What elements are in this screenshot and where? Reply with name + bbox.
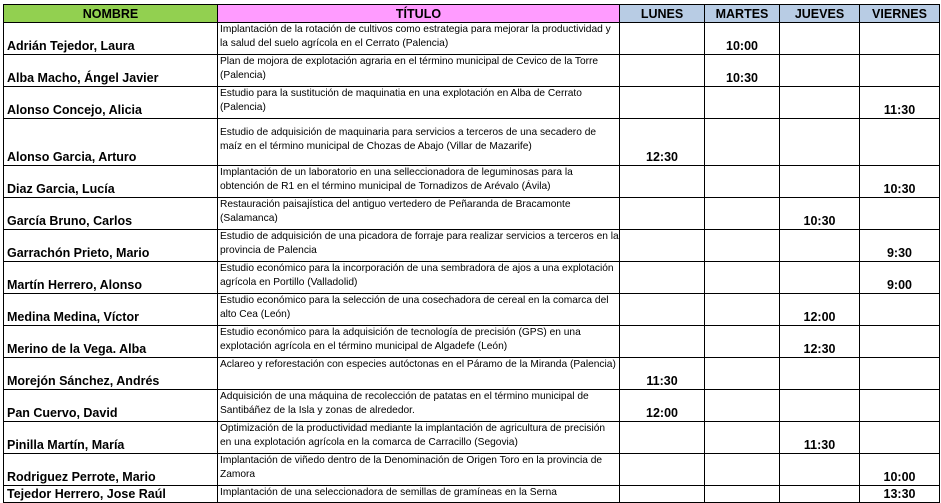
table-row [4, 454, 940, 486]
lunes-cell: 12:00 [620, 390, 705, 422]
jueves-cell: 11:30 [780, 422, 860, 454]
lunes-cell [620, 262, 705, 294]
lunes-cell: 11:30 [620, 358, 705, 390]
jueves-cell [780, 358, 860, 390]
nombre-cell: Adrián Tejedor, Laura [4, 23, 218, 55]
titulo-cell [218, 230, 620, 262]
titulo-text: Estudio de adquisición de una picadora de forraje para realizar servicios a terceros en la provincia de Palencia [220, 231, 619, 256]
header-titulo: TÍTULO [218, 5, 620, 23]
nombre-cell: Garrachón Prieto, Mario [4, 230, 218, 262]
lunes-cell [620, 454, 705, 486]
martes-cell [705, 358, 780, 390]
viernes-cell [860, 119, 940, 166]
titulo-text: Implantación de viñedo dentro de la Denominación de Origen Toro en la provincia de Zamora [220, 455, 603, 480]
martes-cell [705, 119, 780, 166]
jueves-cell: 10:30 [780, 198, 860, 230]
titulo-text: Aclareo y reforestación con especies autóctonas en el Páramo de la Miranda (Palencia) [220, 359, 616, 370]
titulo-cell [218, 198, 620, 230]
lunes-cell [620, 198, 705, 230]
titulo-cell [218, 262, 620, 294]
nombre-cell: Alonso Garcia, Arturo [4, 119, 218, 166]
table-row [4, 294, 940, 326]
lunes-cell [620, 326, 705, 358]
nombre-cell: Merino de la Vega. Alba [4, 326, 218, 358]
header-viernes: VIERNES [860, 5, 940, 23]
titulo-text: Estudio económico para la selección de una cosechadora de cereal en la comarca del alto Cea (León) [220, 295, 609, 320]
titulo-text: Estudio económico para la incorporación de una sembradora de ajos a una explotación agrícola en Portillo (Valladolid) [220, 263, 614, 288]
table-row [4, 87, 940, 119]
lunes-cell [620, 422, 705, 454]
nombre-cell: Alonso Concejo, Alicia [4, 87, 218, 119]
titulo-text: Estudio para la sustitución de maquinatia en una explotación en Alba de Cerrato (Palencia) [220, 88, 582, 113]
titulo-text: Adquisición de una máquina de recolección de patatas en el término municipal de Santibáñez de la Isla y zonas de alrededor. [220, 391, 589, 416]
martes-cell [705, 390, 780, 422]
titulo-text: Optimización de la productividad mediante la implantación de agricultura de precisión en una explotación agrícola en la comarca de Carracillo (Segovia) [220, 423, 606, 448]
jueves-cell [780, 119, 860, 166]
viernes-cell: 10:00 [860, 454, 940, 486]
nombre-cell: Pinilla Martín, María [4, 422, 218, 454]
lunes-cell [620, 23, 705, 55]
header-nombre: NOMBRE [4, 5, 218, 23]
titulo-text: Restauración paisajística del antiguo vertedero de Peñaranda de Bracamonte (Salamanca) [220, 199, 571, 224]
titulo-cell [218, 358, 620, 390]
nombre-cell: Medina Medina, Víctor [4, 294, 218, 326]
header-lunes: LUNES [620, 5, 705, 23]
jueves-cell [780, 55, 860, 87]
martes-cell [705, 486, 780, 503]
nombre-cell: García Bruno, Carlos [4, 198, 218, 230]
martes-cell: 10:30 [705, 55, 780, 87]
jueves-cell [780, 262, 860, 294]
titulo-cell [218, 87, 620, 119]
jueves-cell [780, 230, 860, 262]
table-row [4, 486, 940, 503]
table-row [4, 55, 940, 87]
table-row [4, 326, 940, 358]
table-row [4, 23, 940, 55]
nombre-cell: Martín Herrero, Alonso [4, 262, 218, 294]
jueves-cell [780, 166, 860, 198]
titulo-cell [218, 326, 620, 358]
titulo-cell [218, 55, 620, 87]
titulo-text: Implantación de la rotación de cultivos como estrategia para mejorar la productividad y la salud del suelo agrícola en el Cerrato (Palencia) [220, 24, 611, 49]
lunes-cell [620, 294, 705, 326]
lunes-cell [620, 166, 705, 198]
titulo-text: Implantación de un laboratorio en una selleccionadora de leguminosas para la obtención de R1 en el término municipal de Tornadizos de Arévalo (Ávila) [220, 167, 573, 192]
martes-cell: 10:00 [705, 23, 780, 55]
titulo-cell [218, 454, 620, 486]
header-martes: MARTES [705, 5, 780, 23]
titulo-cell [218, 422, 620, 454]
titulo-cell [218, 390, 620, 422]
nombre-cell: Alba Macho, Ángel Javier [4, 55, 218, 87]
viernes-cell [860, 294, 940, 326]
viernes-cell [860, 198, 940, 230]
table-row [4, 358, 940, 390]
lunes-cell: 12:30 [620, 119, 705, 166]
titulo-text: Estudio de adquisición de maquinaria para servicios a terceros de una secadero de maíz en el término municipal de Chozas de Abajo (Villar de Mazarife) [220, 127, 597, 152]
lunes-cell [620, 55, 705, 87]
table-row [4, 119, 940, 166]
titulo-cell [218, 119, 620, 166]
titulo-text: Implantación de una seleccionadora de semillas de gramíneas en la Serna [220, 487, 557, 498]
titulo-cell [218, 166, 620, 198]
martes-cell [705, 230, 780, 262]
viernes-cell [860, 358, 940, 390]
jueves-cell [780, 23, 860, 55]
titulo-text: Plan de mojora de explotación agraria en el término municipal de Cevico de la Torre (Palencia) [220, 56, 599, 81]
titulo-text: Estudio económico para la adquisición de tecnología de precisión (GPS) en una explotación agrícola en el término municipal de Algadefe (León) [220, 327, 581, 352]
viernes-cell: 9:30 [860, 230, 940, 262]
header-row [4, 5, 940, 23]
viernes-cell [860, 390, 940, 422]
titulo-cell [218, 23, 620, 55]
viernes-cell: 13:30 [860, 486, 940, 503]
table-row [4, 230, 940, 262]
table-row [4, 390, 940, 422]
nombre-cell: Diaz Garcia, Lucía [4, 166, 218, 198]
martes-cell [705, 198, 780, 230]
table-row [4, 166, 940, 198]
martes-cell [705, 422, 780, 454]
header-jueves: JUEVES [780, 5, 860, 23]
table-row [4, 262, 940, 294]
martes-cell [705, 326, 780, 358]
viernes-cell: 9:00 [860, 262, 940, 294]
titulo-cell [218, 486, 620, 503]
jueves-cell [780, 390, 860, 422]
viernes-cell [860, 55, 940, 87]
martes-cell [705, 87, 780, 119]
nombre-cell: Rodriguez Perrote, Mario [4, 454, 218, 486]
martes-cell [705, 294, 780, 326]
titulo-cell [218, 294, 620, 326]
viernes-cell: 10:30 [860, 166, 940, 198]
lunes-cell [620, 230, 705, 262]
viernes-cell [860, 422, 940, 454]
viernes-cell [860, 326, 940, 358]
table-row [4, 422, 940, 454]
schedule-body [4, 23, 940, 503]
lunes-cell [620, 87, 705, 119]
jueves-cell [780, 486, 860, 503]
jueves-cell [780, 454, 860, 486]
jueves-cell: 12:00 [780, 294, 860, 326]
lunes-cell [620, 486, 705, 503]
nombre-cell: Morejón Sánchez, Andrés [4, 358, 218, 390]
nombre-cell: Pan Cuervo, David [4, 390, 218, 422]
martes-cell [705, 262, 780, 294]
viernes-cell: 11:30 [860, 87, 940, 119]
martes-cell [705, 454, 780, 486]
schedule-table [3, 4, 940, 503]
table-row [4, 198, 940, 230]
viernes-cell [860, 23, 940, 55]
jueves-cell: 12:30 [780, 326, 860, 358]
jueves-cell [780, 87, 860, 119]
nombre-cell: Tejedor Herrero, Jose Raúl [4, 486, 218, 503]
martes-cell [705, 166, 780, 198]
